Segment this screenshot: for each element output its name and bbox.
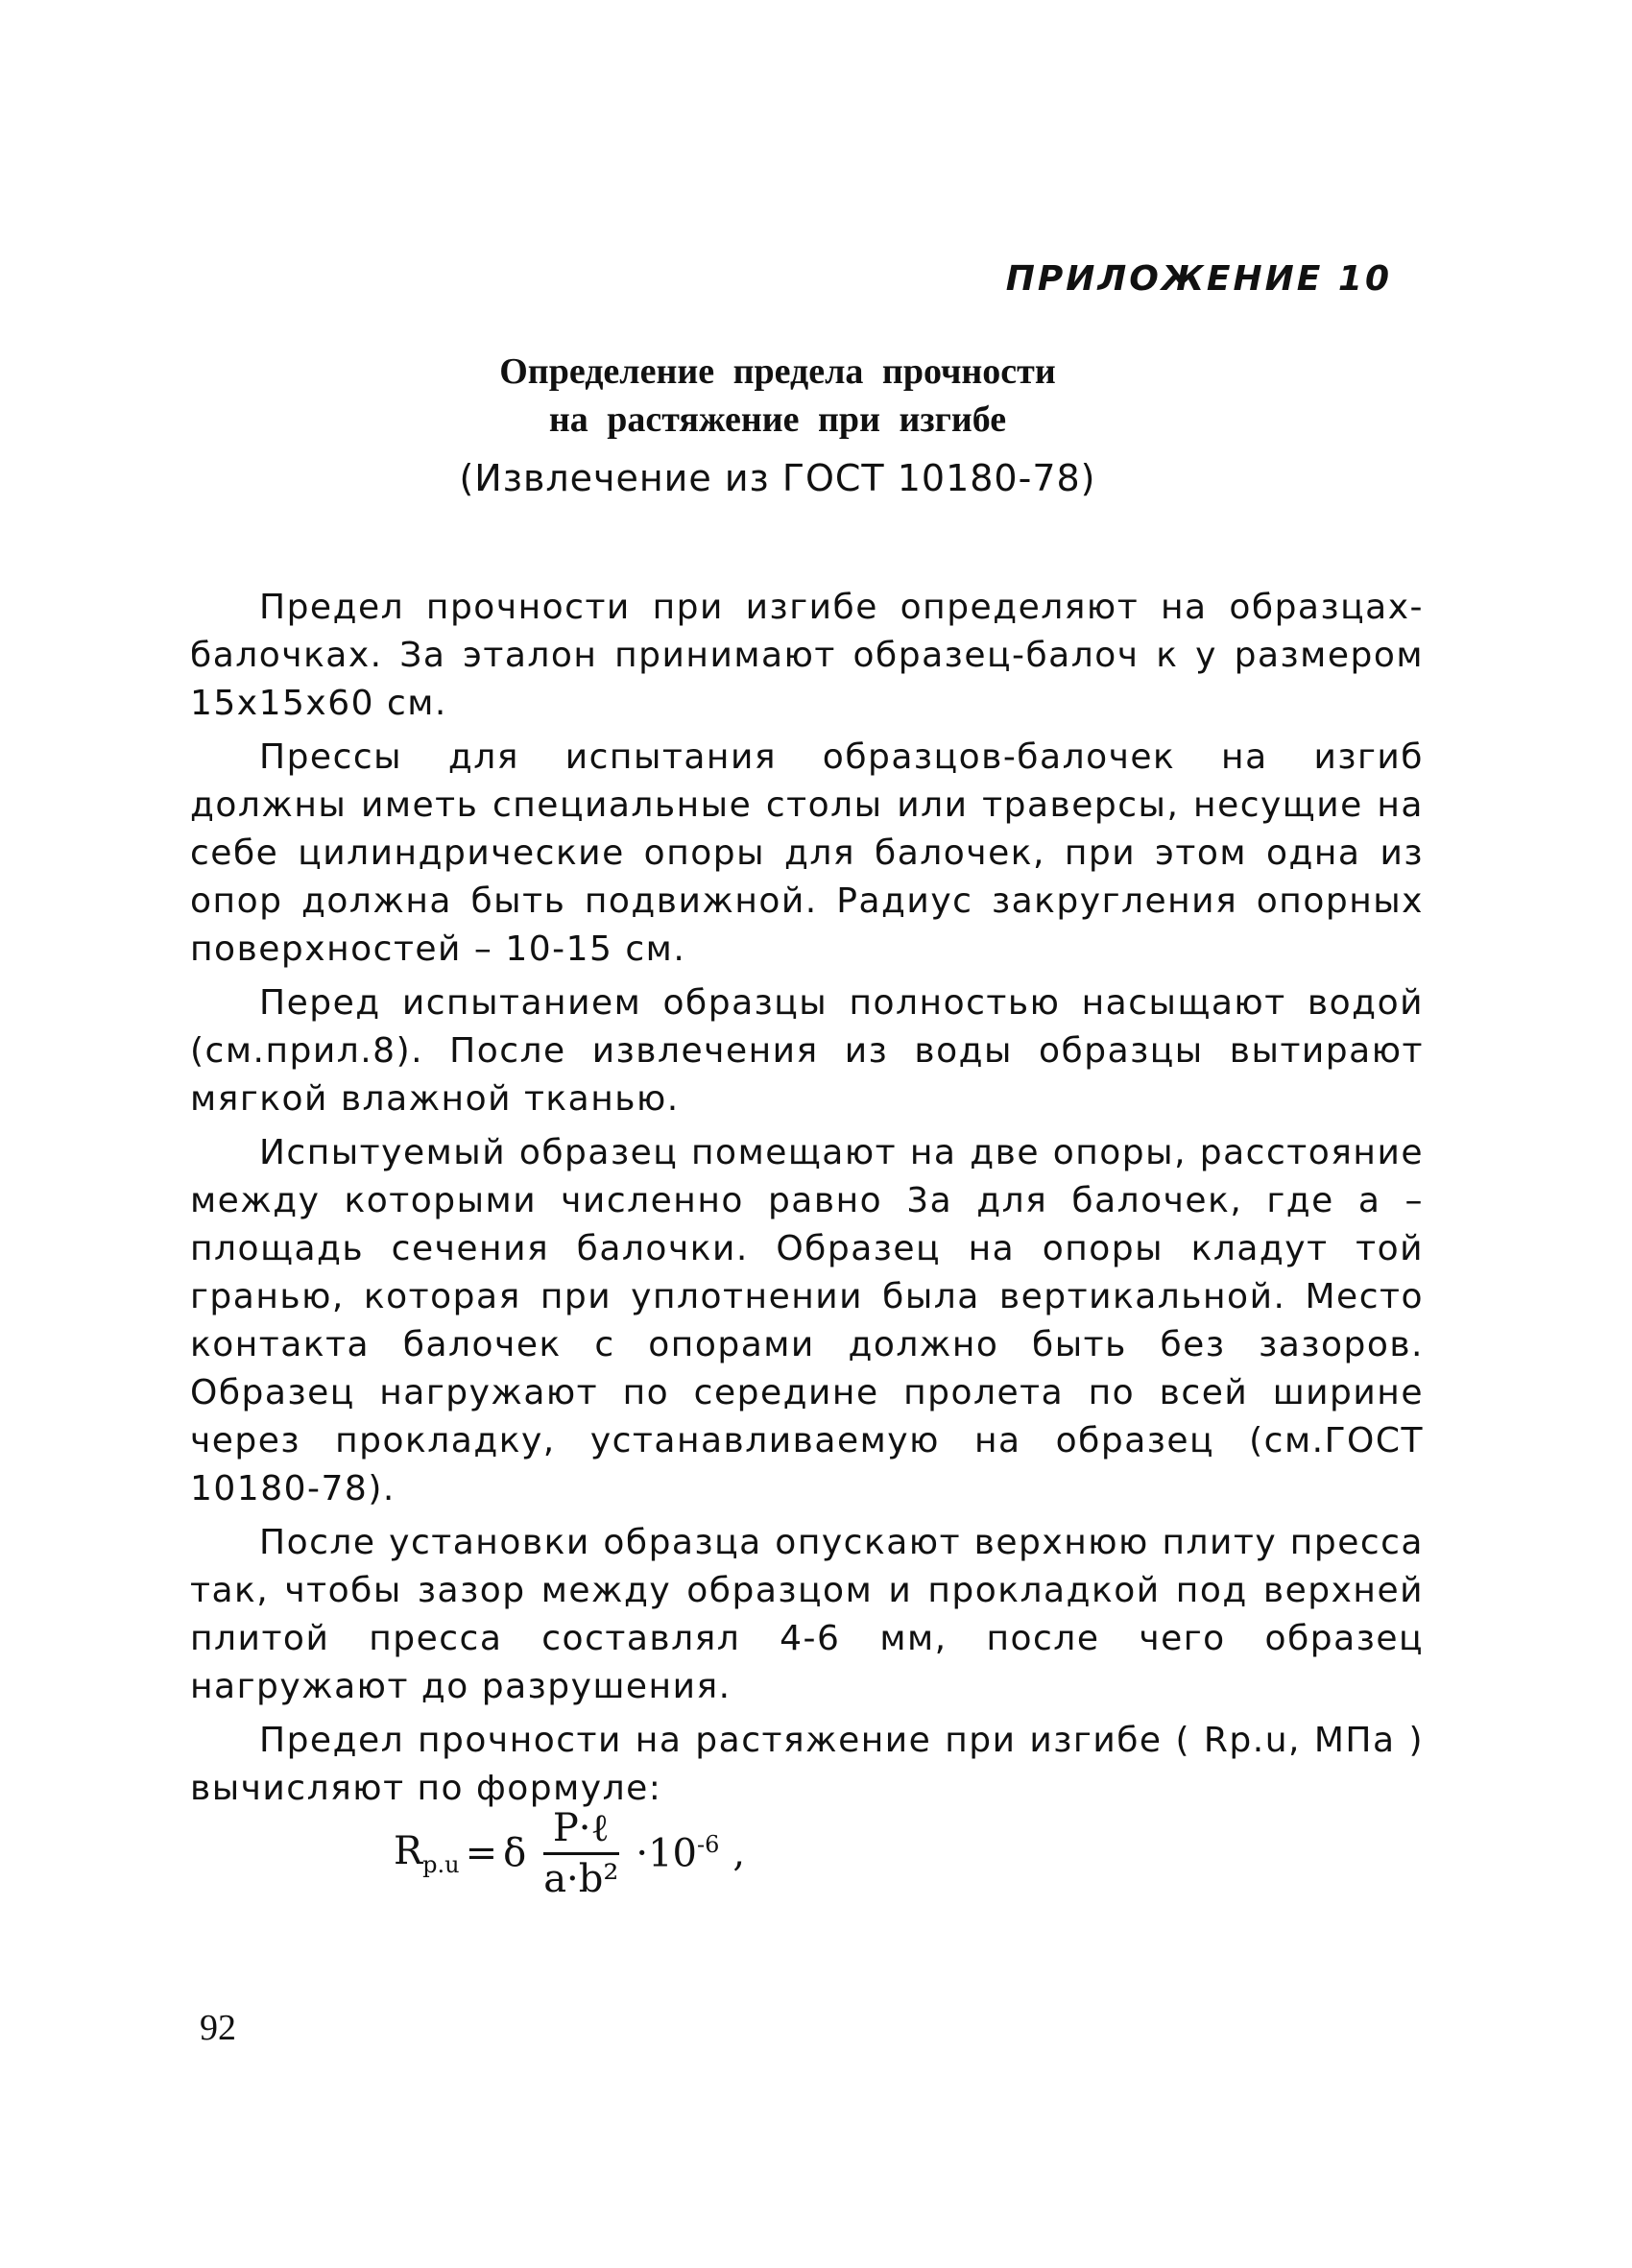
paragraph-5: После установки образца опускают верхнюю плиту пресса так, чтобы зазор между образцом и прокладкой под верхней плитой пресса составлял 4-6 мм, после чего образец нагружают до разрушения.	[190, 1523, 1424, 1706]
title-line-1: Определение предела прочности	[499, 351, 1056, 392]
paragraph-3: Перед испытанием образцы полностью насыщают водой (см.прил.8). После извлечения из воды образцы вытирают мягкой влажной тканью.	[190, 983, 1424, 1119]
paragraph-2: Прессы для испытания образцов-балочек на изгиб должны иметь специальные столы или траверсы, несущие на себе цилиндрические опоры для балочек, при этом одна из опор должна быть подвижной. Радиус закругления опорных поверхностей – 10-15 см.	[190, 737, 1424, 969]
formula-numerator: P·ℓ	[543, 1805, 619, 1855]
appendix-label: ПРИЛОЖЕНИЕ 10	[1005, 259, 1392, 299]
formula-trailing: ,	[732, 1831, 746, 1875]
paragraph-6: Предел прочности на растяжение при изгибе ( Rp.u, МПа ) вычисляют по формуле:	[190, 1721, 1424, 1808]
formula-multiplier: $\cdot 10^{-6}$	[636, 1830, 720, 1876]
formula-coefficient: δ	[503, 1831, 527, 1875]
formula-equals: =	[465, 1831, 498, 1875]
title-line-2: на растяжение при изгибе	[548, 399, 1007, 440]
formula-fraction	[534, 1805, 628, 1901]
body-text	[190, 584, 1424, 1819]
subtitle: (Извлечение из ГОСТ 10180-78)	[459, 457, 1096, 499]
strength-formula	[394, 1805, 745, 1901]
paragraph-1: Предел прочности при изгибе определяют на образцах-балочках. За эталон принимают образец-балоч к у размером 15х15х60 см.	[190, 588, 1424, 723]
paragraph-4: Испытуемый образец помещают на две опоры, расстояние между которыми численно равно 3а для балочек, где а – площадь сечения балочки. Образец на опоры кладут той гранью, которая при уплотнении была вертикальной. Место контакта балочек с опорами должно быть без зазоров. Образец нагружают по середине пролета по всей ширине через прокладку, устанавливаемую на образец (см.ГОСТ 10180-78).	[190, 1133, 1424, 1508]
page-number: 92	[200, 2008, 236, 2048]
title-block	[288, 348, 1267, 505]
formula-denominator: a·b²	[543, 1857, 619, 1901]
formula-lhs: $R_{p.u}$	[394, 1828, 460, 1878]
